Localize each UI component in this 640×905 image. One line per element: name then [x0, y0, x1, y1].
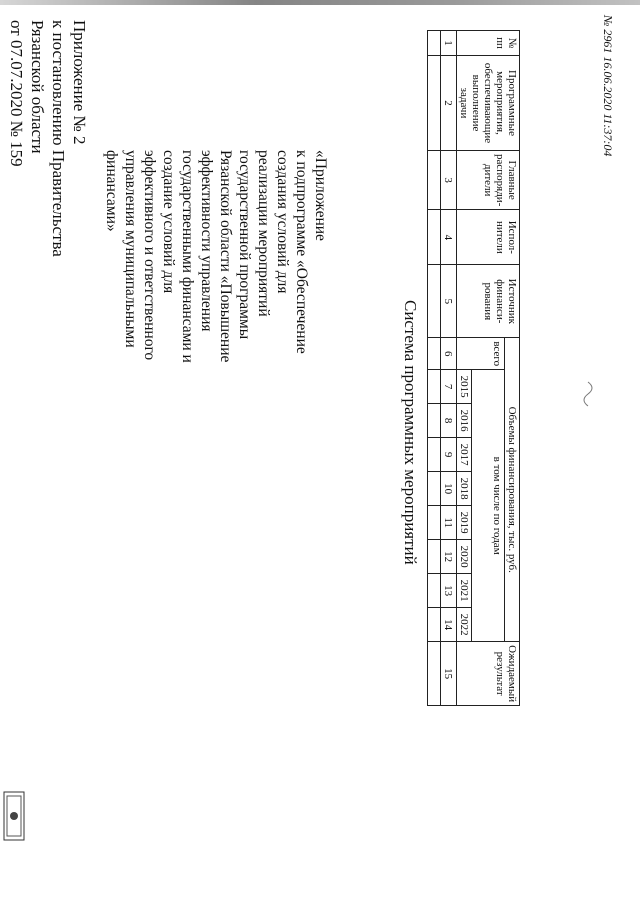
table-cell — [428, 506, 441, 540]
column-number: 7 — [441, 370, 457, 404]
column-number: 4 — [441, 210, 457, 265]
column-number: 15 — [441, 642, 457, 706]
header-year: 2015 — [457, 370, 472, 404]
appendix-line: Рязанской области — [28, 20, 47, 154]
column-number: 2 — [441, 56, 457, 151]
header-managers: Главные распоряди-дители — [457, 151, 520, 210]
reference-line: государственными финансами и — [179, 150, 196, 363]
reference-line: управления муниципальными — [122, 150, 139, 348]
header-year: 2017 — [457, 438, 472, 472]
column-number: 9 — [441, 438, 457, 472]
appendix-line: от 07.07.2020 № 159 — [7, 20, 26, 167]
header-year: 2021 — [457, 574, 472, 608]
table-header-row — [505, 31, 520, 706]
reference-line: создание условий для — [160, 150, 177, 294]
header-year: 2018 — [457, 472, 472, 506]
appendix-line: к постановлению Правительства — [49, 20, 68, 257]
header-year: 2020 — [457, 540, 472, 574]
reference-line: финансами» — [103, 150, 120, 232]
header-year: 2016 — [457, 404, 472, 438]
page-title: Система программных мероприятий — [401, 300, 420, 565]
reference-line: Рязанской области «Повышение — [217, 150, 234, 363]
table-cell — [428, 265, 441, 338]
table-cell — [428, 56, 441, 151]
reference-line: эффективного и ответственного — [141, 150, 158, 361]
header-year: 2022 — [457, 608, 472, 642]
table-cell — [428, 608, 441, 642]
column-number: 12 — [441, 540, 457, 574]
header-total: всего — [457, 338, 505, 370]
column-number: 11 — [441, 506, 457, 540]
header-year: 2019 — [457, 506, 472, 540]
table-cell — [428, 574, 441, 608]
appendix-header — [6, 20, 90, 257]
reference-line: к подпрограмме «Обеспечение — [293, 150, 310, 354]
column-number: 5 — [441, 265, 457, 338]
table-cell — [428, 210, 441, 265]
table-cell — [428, 438, 441, 472]
column-number: 1 — [441, 31, 457, 56]
header-result: Ожидаемый результат — [457, 642, 520, 706]
seal-emblem-icon — [1, 790, 29, 845]
table-cell — [428, 642, 441, 706]
header-source: Источник финанси-рования — [457, 265, 520, 338]
subprogram-reference — [102, 150, 330, 363]
column-number: 14 — [441, 608, 457, 642]
table-cell — [428, 404, 441, 438]
column-number: 13 — [441, 574, 457, 608]
table-cell — [428, 31, 441, 56]
scan-speck-icon — [580, 380, 600, 410]
column-number: 10 — [441, 472, 457, 506]
column-number: 3 — [441, 151, 457, 210]
appendix-line: Приложение № 2 — [70, 20, 89, 145]
header-funding: Объемы финансирования, тыс. руб. — [505, 338, 520, 642]
table-cell — [428, 338, 441, 370]
header-num: № пп — [457, 31, 520, 56]
header-by-year: в том числе по годам — [472, 370, 505, 642]
reference-line: государственной программы — [236, 150, 253, 340]
program-events-table — [427, 30, 520, 706]
column-number-row — [441, 31, 457, 706]
table-cell — [428, 370, 441, 404]
column-number: 8 — [441, 404, 457, 438]
table-cell — [428, 151, 441, 210]
table-cell — [428, 472, 441, 506]
header-events: Программные мероприятия, обеспечивающие выполнение задачи — [457, 56, 520, 151]
table-cell — [428, 540, 441, 574]
table-row — [428, 31, 441, 706]
header-executors: Испол-нители — [457, 210, 520, 265]
reference-line: реализации мероприятий — [255, 150, 272, 317]
registration-stamp: № 2961 16.06.2020 11:37:04 — [601, 15, 615, 157]
reference-line: создания условий для — [274, 150, 291, 294]
column-number: 6 — [441, 338, 457, 370]
reference-line: «Приложение — [312, 150, 329, 241]
reference-line: эффективности управления — [198, 150, 215, 332]
